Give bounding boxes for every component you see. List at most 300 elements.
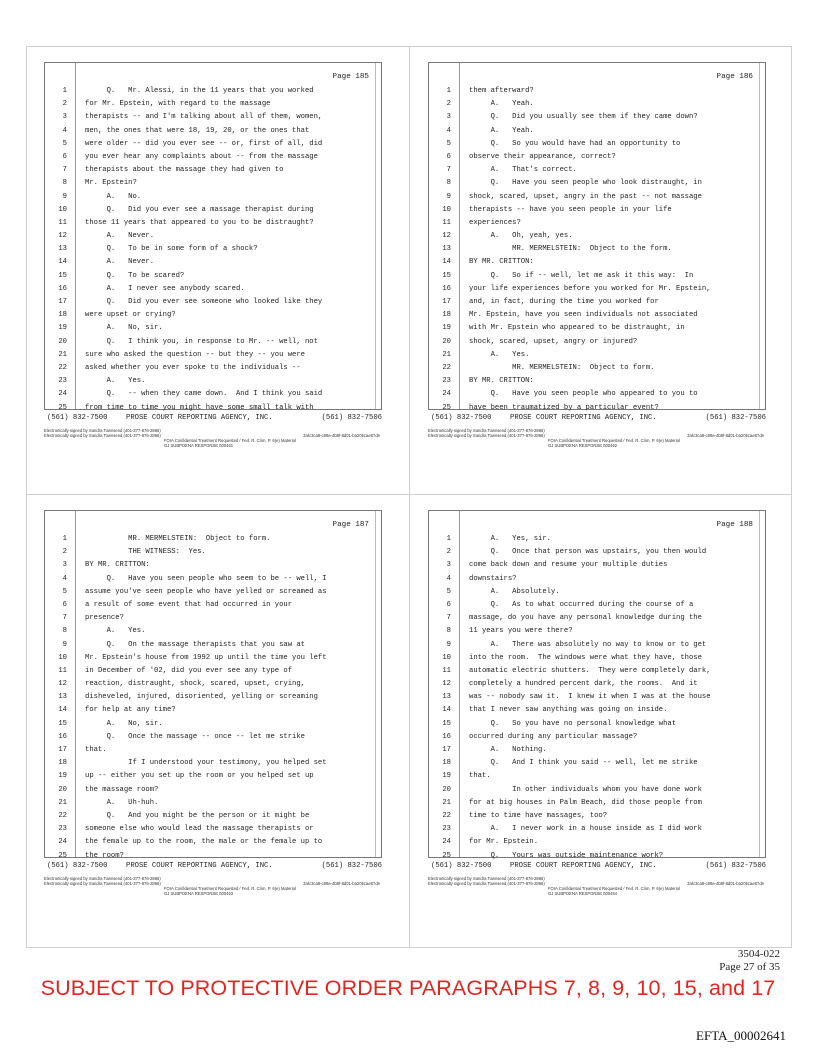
line-text: A. Absolutely.	[469, 587, 560, 596]
footer-phone-left: (561) 832-7500	[431, 414, 492, 422]
line-number: 22	[442, 363, 451, 372]
line-text: that.	[469, 772, 491, 781]
footer-phone-left: (561) 832-7500	[47, 862, 108, 870]
line-text: experiences?	[469, 218, 521, 227]
transcript-line	[429, 704, 765, 717]
line-number: 15	[442, 271, 451, 280]
transcript-line	[429, 573, 765, 586]
line-text: Q. I think you, in response to Mr. -- well, not	[85, 337, 318, 346]
line-number: 20	[58, 785, 67, 794]
line-text: were upset or crying?	[85, 311, 176, 320]
line-number: 22	[442, 811, 451, 820]
line-number: 8	[62, 627, 67, 636]
transcript-line	[45, 850, 381, 863]
line-number: 17	[442, 298, 451, 306]
line-number: 17	[58, 298, 67, 306]
transcript-line	[45, 652, 381, 665]
transcript-line	[429, 559, 765, 572]
transcript-line	[429, 375, 765, 388]
line-text: Q. Did you ever see a massage therapist during	[85, 205, 314, 214]
line-number: 2	[62, 100, 67, 109]
line-text: Q. Have you seen people who look distraught, in	[469, 179, 702, 188]
line-number: 2	[446, 548, 451, 557]
line-text: you ever hear any complaints about -- from the massage	[85, 152, 318, 161]
line-text: shock, scared, upset, angry or injured?	[469, 337, 638, 346]
line-number: 1	[62, 535, 67, 543]
signature-block	[428, 428, 768, 448]
line-text: A. Yes.	[469, 350, 530, 359]
line-text: therapists about the massage they had given to	[85, 166, 284, 175]
line-number: 19	[442, 772, 451, 781]
transcript-line	[45, 731, 381, 744]
line-number: 16	[58, 284, 67, 293]
line-number: 23	[58, 825, 67, 834]
line-text: A. There was absolutely no way to know or to get	[469, 640, 707, 649]
signature-line: Electronically signed by Sandra Townsend (401-377-876-2866)	[428, 433, 545, 438]
line-text: In other individuals whom you have done work	[469, 785, 702, 794]
bates-page-of: Page 27 of 35	[719, 961, 780, 973]
line-number: 7	[62, 614, 67, 623]
line-text: therapists -- have you seen people in your life	[469, 205, 672, 214]
line-number: 8	[62, 179, 67, 188]
line-number: 4	[62, 126, 67, 135]
transcript-line	[429, 612, 765, 625]
line-number: 21	[442, 350, 451, 359]
line-number: 12	[58, 680, 67, 689]
transcript-line	[429, 850, 765, 863]
transcript-line	[429, 731, 765, 744]
line-text: BY MR. CRITTON:	[469, 258, 534, 267]
line-number: 3	[446, 113, 451, 122]
transcript-line	[429, 691, 765, 704]
protective-order-notice: SUBJECT TO PROTECTIVE ORDER PARAGRAPHS 7, 8, 9, 10, 15, and 17	[40, 976, 776, 1000]
line-number: 18	[442, 311, 451, 320]
subpoena-response: GJ SUBPOENA RESPONSE 000462	[548, 443, 618, 448]
line-number: 18	[442, 759, 451, 768]
transcript-line	[429, 111, 765, 124]
line-number: 9	[446, 640, 451, 649]
footer-agency: PROSE COURT REPORTING AGENCY, INC.	[510, 414, 657, 422]
line-number: 23	[58, 377, 67, 386]
signature-line: Electronically signed by Sandra Townsend (401-377-876-2866)	[44, 428, 161, 433]
transcript-line	[429, 362, 765, 375]
line-text: come back down and resume your multiple duties	[469, 561, 668, 570]
line-number: 20	[442, 337, 451, 346]
page-number: Page 188	[716, 521, 753, 529]
footer-phone-left: (561) 832-7500	[431, 862, 492, 870]
line-number: 3	[62, 113, 67, 122]
line-number: 14	[58, 706, 67, 715]
line-number: 20	[442, 785, 451, 794]
line-text: downstairs?	[469, 574, 517, 583]
page-number: Page 187	[332, 521, 369, 529]
transcript-line	[429, 388, 765, 401]
line-text: men, the ones that were 18, 19, 20, or the ones that	[85, 126, 310, 135]
transcript-line	[429, 784, 765, 797]
line-text: that.	[85, 746, 107, 754]
transcript-line	[429, 177, 765, 190]
transcript-lines	[429, 533, 765, 863]
transcript-page	[428, 510, 768, 930]
line-text: A. No, sir.	[85, 324, 163, 333]
transcript-line	[429, 296, 765, 309]
transcript-line	[429, 164, 765, 177]
line-number: 6	[62, 600, 67, 609]
transcript-line	[45, 559, 381, 572]
transcript-box	[44, 510, 382, 858]
transcript-line	[429, 309, 765, 322]
bates-doc-number: 3504-022	[737, 948, 780, 960]
line-text: for Mr. Epstein, with regard to the massage	[85, 100, 271, 109]
transcript-line	[45, 744, 381, 757]
transcript-line	[45, 718, 381, 731]
line-text: for help at any time?	[85, 706, 176, 715]
line-text: automatic electric shutters. They were completely dark,	[469, 666, 711, 675]
line-number: 2	[446, 100, 451, 109]
line-number: 14	[58, 258, 67, 267]
line-number: 7	[62, 166, 67, 175]
transcript-line	[45, 362, 381, 375]
horizontal-divider	[27, 494, 791, 495]
line-text: A. I never see anybody scared.	[85, 284, 245, 293]
line-text: If I understood your testimony, you helped set	[85, 759, 327, 768]
transcript-line	[429, 652, 765, 665]
line-text: 11 years you were there?	[469, 627, 573, 636]
line-number: 16	[58, 732, 67, 741]
line-text: Q. So you have no personal knowledge what	[469, 719, 677, 728]
line-number: 12	[58, 232, 67, 241]
line-number: 5	[62, 139, 67, 148]
line-number: 4	[446, 126, 451, 135]
transcript-line	[45, 836, 381, 849]
line-text: Mr. Epstein?	[85, 179, 137, 188]
line-number: 24	[58, 838, 67, 847]
transcript-line	[45, 770, 381, 783]
line-text: asked whether you ever spoke to the individuals --	[85, 363, 301, 372]
transcript-line	[45, 402, 381, 415]
confidential-notice: FOIA Confidential Treatment Requested / Fed. R. Crim. P. 6(e) Material	[548, 886, 680, 891]
transcript-line	[429, 256, 765, 269]
transcript-line	[45, 533, 381, 546]
line-number: 11	[442, 218, 451, 227]
line-number: 12	[442, 680, 451, 689]
transcript-line	[45, 349, 381, 362]
transcript-line	[429, 546, 765, 559]
line-number: 3	[62, 561, 67, 570]
line-number: 10	[58, 653, 67, 662]
line-text: A. Yes.	[85, 377, 146, 386]
line-number: 8	[446, 179, 451, 188]
line-number: 7	[446, 614, 451, 623]
signature-line: Electronically signed by Sandra Townsend (401-377-876-2866)	[428, 876, 545, 881]
line-number: 10	[442, 205, 451, 214]
footer-agency: PROSE COURT REPORTING AGENCY, INC.	[126, 414, 273, 422]
signature-block	[44, 428, 384, 448]
transcript-line	[429, 744, 765, 757]
line-number: 23	[442, 377, 451, 386]
line-number: 22	[58, 363, 67, 372]
line-number: 21	[58, 798, 67, 807]
line-text: completely a hundred percent dark, the rooms. And it	[469, 680, 698, 689]
line-text: Q. -- when they came down. And I think you said	[85, 390, 323, 399]
line-text: Q. And you might be the person or it might be	[85, 811, 310, 820]
line-number: 10	[58, 205, 67, 214]
line-number: 4	[446, 574, 451, 583]
line-text: for Mr. Epstein.	[469, 838, 539, 847]
transcript-line	[45, 98, 381, 111]
transcript-line	[45, 784, 381, 797]
line-number: 14	[442, 258, 451, 267]
footer-agency: PROSE COURT REPORTING AGENCY, INC.	[510, 862, 657, 870]
footer-phone-left: (561) 832-7500	[47, 414, 108, 422]
transcript-line	[429, 191, 765, 204]
transcript-line	[45, 111, 381, 124]
footer-phone-right: (561) 832-7506	[705, 862, 766, 870]
line-text: A. Yes, sir.	[469, 535, 551, 543]
line-text: into the room. The windows were what they have, those	[469, 653, 702, 662]
subpoena-response: GJ SUBPOENA RESPONSE 000461	[164, 443, 234, 448]
signature-line: Electronically signed by Sandra Townsend (401-377-876-2866)	[428, 881, 545, 886]
transcript-line	[429, 230, 765, 243]
transcript-line	[429, 599, 765, 612]
transcript-line	[429, 533, 765, 546]
line-text: the room?	[85, 851, 124, 860]
transcript-line	[429, 718, 765, 731]
transcript-line	[45, 230, 381, 243]
line-text: A. Yeah.	[469, 126, 534, 135]
line-text: A. Yeah.	[469, 100, 534, 109]
transcript-page	[44, 510, 384, 930]
footer-phone-right: (561) 832-7506	[321, 414, 382, 422]
line-number: 10	[442, 653, 451, 662]
line-number: 21	[442, 798, 451, 807]
line-number: 1	[446, 87, 451, 95]
transcript-line	[45, 191, 381, 204]
line-text: A. No, sir.	[85, 719, 163, 728]
line-number: 8	[446, 627, 451, 636]
line-number: 2	[62, 548, 67, 557]
signature-line: Electronically signed by Sandra Townsend (401-377-876-2866)	[44, 876, 161, 881]
line-text: up -- either you set up the room or you helped set up	[85, 772, 314, 781]
line-number: 9	[62, 640, 67, 649]
line-text: in December of '02, did you ever see any type of	[85, 666, 293, 675]
signature-hash: 3afc3ca8-c89a-4b8f-8d01-ba20bcae87de	[303, 881, 380, 886]
line-number: 16	[442, 284, 451, 293]
line-number: 7	[446, 166, 451, 175]
line-text: Q. Did you usually see them if they came down?	[469, 113, 698, 122]
signature-line: Electronically signed by Sandra Townsend (401-377-876-2866)	[44, 881, 161, 886]
line-text: MR. MERMELSTEIN: Object to form.	[85, 535, 271, 543]
transcript-line	[429, 270, 765, 283]
transcript-line	[45, 678, 381, 691]
transcript-line	[45, 322, 381, 335]
transcript-line	[45, 256, 381, 269]
line-text: MR. MERMELSTEIN: Object to form.	[469, 363, 655, 372]
line-number: 11	[58, 666, 67, 675]
line-number: 15	[442, 719, 451, 728]
transcript-line	[429, 217, 765, 230]
line-text: Q. To be scared?	[85, 271, 185, 280]
line-number: 25	[442, 851, 451, 860]
signature-hash: 3afc3ca8-c89a-4b8f-8d01-ba20bcae87de	[687, 881, 764, 886]
line-text: A. Oh, yeah, yes.	[469, 232, 573, 241]
transcript-lines	[429, 85, 765, 415]
line-number: 18	[58, 759, 67, 768]
line-text: A. That's correct.	[469, 166, 577, 175]
line-text: assume you've seen people who have yelled or screamed as	[85, 587, 327, 596]
transcript-line	[429, 797, 765, 810]
line-text: have been traumatized by a particular event?	[469, 403, 659, 412]
transcript-line	[429, 586, 765, 599]
line-number: 5	[446, 587, 451, 596]
transcript-line	[45, 586, 381, 599]
line-number: 25	[58, 851, 67, 860]
line-text: sure who asked the question -- but they -- you were	[85, 350, 305, 359]
transcript-line	[429, 678, 765, 691]
transcript-line	[429, 125, 765, 138]
transcript-line	[429, 98, 765, 111]
line-number: 1	[446, 535, 451, 543]
line-text: them afterward?	[469, 87, 534, 95]
line-text: Q. And I think you said -- well, let me strike	[469, 759, 698, 768]
transcript-line	[45, 625, 381, 638]
line-text: with Mr. Epstein who appeared to be distraught, in	[469, 324, 685, 333]
transcript-line	[45, 336, 381, 349]
transcript-line	[45, 797, 381, 810]
line-number: 13	[442, 245, 451, 254]
line-text: A. Yes.	[85, 627, 146, 636]
signature-line: Electronically signed by Sandra Townsend (401-377-876-2866)	[44, 433, 161, 438]
line-text: for at big houses in Palm Beach, did those people from	[469, 798, 702, 807]
line-text: reaction, distraught, shock, scared, upset, crying,	[85, 680, 305, 689]
line-number: 13	[58, 245, 67, 254]
line-text: was -- nobody saw it. I knew it when I was at the house	[469, 693, 711, 702]
transcript-line	[429, 836, 765, 849]
transcript-line	[45, 138, 381, 151]
transcript-lines	[45, 85, 381, 415]
transcript-line	[45, 704, 381, 717]
confidential-notice: FOIA Confidential Treatment Requested / Fed. R. Crim. P. 6(e) Material	[548, 438, 680, 443]
line-text: the massage room?	[85, 785, 159, 794]
line-text: from time to time you might have some small talk with	[85, 403, 314, 412]
line-number: 18	[58, 311, 67, 320]
transcript-line	[45, 125, 381, 138]
transcript-line	[429, 770, 765, 783]
transcript-line	[429, 283, 765, 296]
line-number: 5	[62, 587, 67, 596]
line-text: those 11 years that appeared to you to be distraught?	[85, 218, 314, 227]
signature-hash: 3afc3ca8-c89a-4b8f-8d01-ba20bcae87de	[687, 433, 764, 438]
line-number: 11	[442, 666, 451, 675]
line-number: 22	[58, 811, 67, 820]
line-text: Mr. Epstein's house from 1992 up until the time you left	[85, 653, 327, 662]
line-text: A. I never work in a house inside as I did work	[469, 825, 702, 834]
line-number: 15	[58, 271, 67, 280]
line-text: occurred during any particular massage?	[469, 732, 638, 741]
line-text: A. Never.	[85, 258, 155, 267]
line-text: presence?	[85, 614, 124, 623]
subpoena-response: GJ SUBPOENA RESPONSE 000463	[164, 891, 234, 896]
transcript-line	[45, 757, 381, 770]
line-number: 13	[442, 693, 451, 702]
vertical-divider	[409, 47, 410, 947]
line-text: your life experiences before you worked for Mr. Epstein,	[469, 284, 711, 293]
line-text: time to time have massages, too?	[469, 811, 608, 820]
line-text: observe their appearance, correct?	[469, 152, 616, 161]
line-text: shock, scared, upset, angry in the past -- not massage	[469, 192, 702, 201]
transcript-line	[45, 810, 381, 823]
transcript-line	[45, 296, 381, 309]
line-text: Q. Have you seen people who seem to be -- well, I	[85, 574, 327, 583]
signature-line: Electronically signed by Sandra Townsend (401-377-876-2866)	[428, 428, 545, 433]
transcript-line	[45, 164, 381, 177]
line-text: the female up to the room, the male or the female up to	[85, 838, 323, 847]
transcript-line	[429, 665, 765, 678]
line-text: Q. On the massage therapists that you saw at	[85, 640, 305, 649]
transcript-lines	[45, 533, 381, 863]
signature-block	[44, 876, 384, 896]
line-number: 16	[442, 732, 451, 741]
transcript-line	[429, 322, 765, 335]
line-text: THE WITNESS: Yes.	[85, 548, 206, 557]
line-number: 19	[58, 772, 67, 781]
transcript-line	[45, 375, 381, 388]
transcript-line	[45, 243, 381, 256]
page-number: Page 185	[332, 73, 369, 81]
line-text: BY MR. CRITTON:	[469, 377, 534, 386]
transcript-line	[45, 204, 381, 217]
line-text: Q. Yours was outside maintenance work?	[469, 851, 664, 860]
line-text: A. Nothing.	[469, 746, 547, 754]
line-text: were older -- did you ever see -- or, first of all, did	[85, 139, 323, 148]
transcript-box	[44, 62, 382, 410]
line-text: BY MR. CRITTON:	[85, 561, 150, 570]
transcript-line	[429, 85, 765, 98]
line-number: 23	[442, 825, 451, 834]
line-number: 25	[442, 403, 451, 412]
line-number: 4	[62, 574, 67, 583]
transcript-line	[45, 665, 381, 678]
line-text: Q. Did you ever see someone who looked like they	[85, 298, 323, 306]
efta-identifier: EFTA_00002641	[696, 1028, 786, 1043]
line-text: Q. Once the massage -- once -- let me strike	[85, 732, 305, 741]
line-number: 6	[62, 152, 67, 161]
line-text: A. Never.	[85, 232, 155, 241]
transcript-page	[44, 62, 384, 482]
transcript-line	[429, 757, 765, 770]
transcript-line	[45, 217, 381, 230]
line-text: A. No.	[85, 192, 142, 201]
transcript-line	[429, 625, 765, 638]
transcript-line	[45, 573, 381, 586]
transcript-line	[45, 691, 381, 704]
line-text: massage, do you have any personal knowledge during the	[469, 614, 702, 623]
transcript-line	[429, 639, 765, 652]
line-number: 19	[442, 324, 451, 333]
footer-phone-right: (561) 832-7506	[321, 862, 382, 870]
line-number: 17	[58, 746, 67, 754]
line-number: 21	[58, 350, 67, 359]
transcript-line	[429, 138, 765, 151]
line-text: disheveled, injured, disoriented, yelling or screaming	[85, 693, 318, 702]
signature-hash: 3afc3ca8-c89a-4b8f-8d01-ba20bcae87de	[303, 433, 380, 438]
transcript-line	[45, 283, 381, 296]
transcript-line	[429, 810, 765, 823]
footer-phone-right: (561) 832-7506	[705, 414, 766, 422]
transcript-box	[428, 62, 766, 410]
line-number: 9	[62, 192, 67, 201]
transcript-box	[428, 510, 766, 858]
